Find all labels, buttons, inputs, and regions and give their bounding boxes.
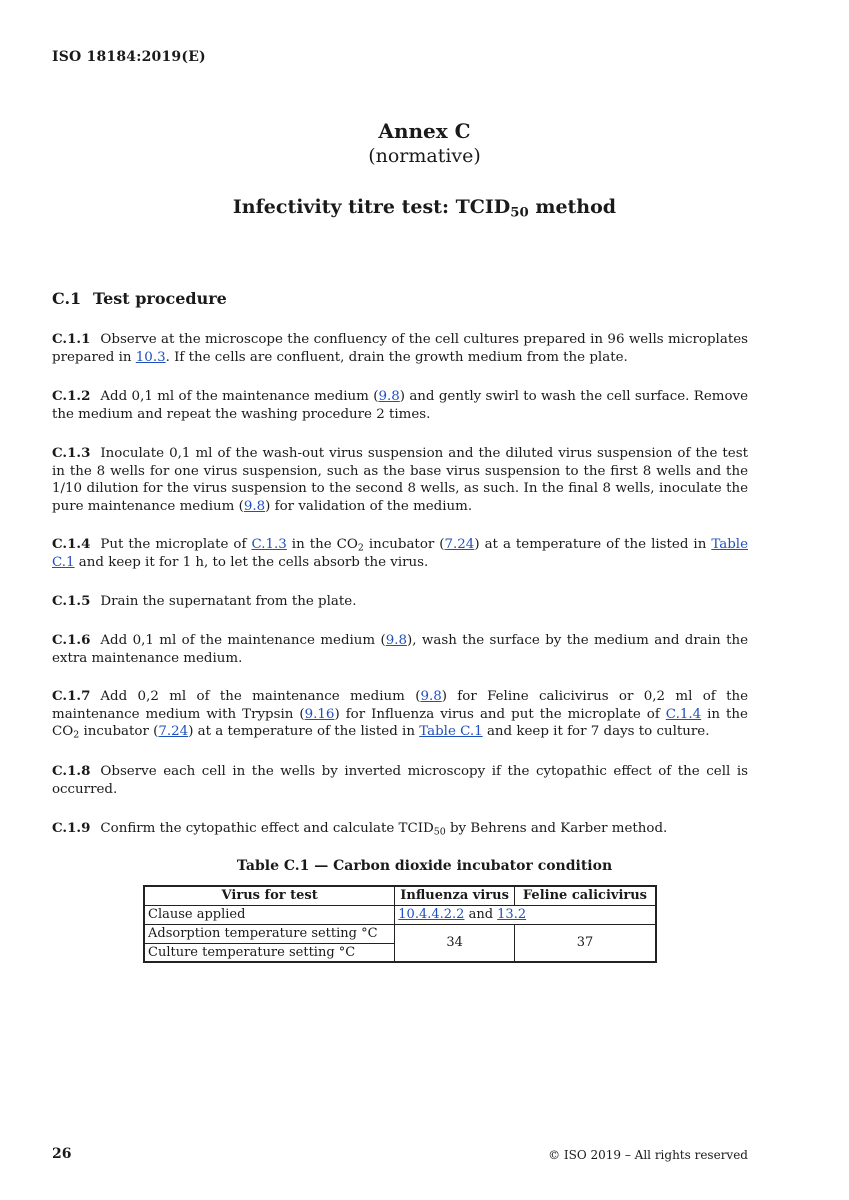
- feline-temperature-value: 37: [514, 924, 656, 962]
- paragraph-number: C.1.1: [52, 331, 91, 347]
- paragraph-c-1-4: [52, 536, 748, 571]
- paragraph-c-1-3: [52, 445, 748, 515]
- paragraph-c-1-1: [52, 331, 748, 366]
- clause-link[interactable]: 7.24: [158, 724, 189, 739]
- table-row: [144, 905, 656, 924]
- paragraph-text: by Behrens and Karber method.: [445, 821, 668, 836]
- standard-identifier: ISO 18184:2019(E): [52, 49, 206, 65]
- paragraph-text: incubator (: [79, 724, 159, 739]
- clause-link[interactable]: 9.8: [243, 498, 266, 514]
- main-title-text: Infectivity titre test: TCID: [232, 196, 511, 218]
- incubator-condition-table: [143, 885, 657, 963]
- paragraph-number: C.1.5: [52, 593, 91, 609]
- paragraph-text: Add 0,1 ml of the maintenance medium (: [100, 389, 379, 404]
- paragraph-text: ) for validation of the medium.: [265, 498, 473, 514]
- section-title: Test procedure: [93, 289, 227, 308]
- paragraph-text: and keep it for 7 days to culture.: [482, 724, 710, 739]
- subscript: 2: [73, 729, 80, 741]
- section-heading: [52, 289, 227, 308]
- header-feline-calicivirus: Feline calicivirus: [514, 886, 656, 905]
- paragraph-number: C.1.7: [52, 688, 91, 704]
- paragraph-text: Add 0,1 ml of the maintenance medium (: [100, 633, 386, 648]
- row-label-adsorption-temperature: Adsorption temperature setting °C: [144, 924, 395, 943]
- paragraph-text: ) and gently swirl to wash the cell surface. Remove the medium and repeat the washing procedure 2 times.: [52, 389, 749, 422]
- conjunction-text: and: [464, 907, 498, 922]
- table-link[interactable]: Table C.1: [52, 537, 748, 570]
- paragraph-number: C.1.4: [52, 536, 91, 552]
- clause-link[interactable]: C.1.4: [665, 706, 702, 722]
- paragraph-text: Put the microplate of: [100, 537, 252, 552]
- paragraph-text: incubator (: [363, 537, 445, 552]
- annex-title: Annex C: [378, 119, 471, 143]
- paragraph-c-1-6: [52, 632, 748, 667]
- paragraph-text: ) for Influenza virus and put the microplate of: [334, 706, 666, 722]
- clause-link[interactable]: 10.4.4.2.2: [398, 907, 465, 922]
- paragraph-text: Observe at the microscope the confluency of the cell cultures prepared in 96 wells microplates prepared in: [52, 332, 748, 365]
- paragraph-c-1-5: [52, 593, 748, 611]
- paragraph-text: ), wash the surface by the medium and drain the extra maintenance medium.: [52, 633, 748, 666]
- row-label-clause-applied: Clause applied: [144, 905, 395, 924]
- table-header-row: [144, 886, 656, 905]
- copyright-notice: © ISO 2019 – All rights reserved: [548, 1148, 748, 1162]
- paragraph-number: C.1.6: [52, 632, 91, 648]
- clause-link[interactable]: 9.8: [385, 633, 408, 648]
- paragraph-text: . If the cells are confluent, drain the growth medium from the plate.: [165, 349, 628, 365]
- influenza-temperature-value: 34: [395, 924, 515, 962]
- clause-link[interactable]: 7.24: [444, 537, 475, 552]
- paragraph-text: Inoculate 0,1 ml of the wash-out virus suspension and the diluted virus suspension of the test in the 8 wells for one virus suspension, such as the base virus suspension to the first 8 wells and the 1/10 dilution for the virus suspension to the second 8 wells, as such. In the final 8 wells, inoculate the pure maintenance medium (: [52, 446, 748, 514]
- annex-main-title: [0, 196, 849, 221]
- table-row: [144, 924, 656, 943]
- header-influenza-virus: Influenza virus: [395, 886, 515, 905]
- paragraph-number: C.1.3: [52, 445, 91, 461]
- paragraph-c-1-2: [52, 388, 748, 423]
- page-number: 26: [52, 1146, 72, 1162]
- paragraph-text: and keep it for 1 h, to let the cells absorb the virus.: [74, 554, 429, 570]
- paragraph-text: Add 0,2 ml of the maintenance medium (: [100, 689, 421, 704]
- subscript: 2: [357, 542, 364, 554]
- paragraph-text: in the CO: [52, 706, 748, 739]
- paragraph-text: ) at a temperature of the listed in: [188, 724, 420, 739]
- main-title-suffix: method: [528, 196, 617, 218]
- paragraph-number: C.1.8: [52, 763, 91, 779]
- table-link[interactable]: Table C.1: [419, 724, 483, 739]
- clause-link[interactable]: 9.16: [304, 706, 335, 722]
- paragraph-c-1-9: [52, 820, 748, 838]
- paragraph-text: ) for Feline calicivirus or 0,2 ml of the maintenance medium with Trypsin (: [52, 689, 749, 722]
- paragraph-text: ) at a temperature of the listed in: [474, 537, 712, 552]
- table-caption: Table C.1 — Carbon dioxide incubator condition: [236, 858, 613, 874]
- paragraph-text: Confirm the cytopathic effect and calculate TCID: [100, 821, 434, 836]
- clause-link[interactable]: 9.8: [378, 389, 400, 404]
- clause-link[interactable]: 10.3: [135, 349, 166, 365]
- paragraph-text: Drain the supernatant from the plate.: [100, 594, 357, 609]
- main-title-subscript: 50: [510, 205, 529, 221]
- paragraph-c-1-7: [52, 688, 748, 741]
- row-label-culture-temperature: Culture temperature setting °C: [144, 943, 395, 962]
- paragraph-number: C.1.9: [52, 820, 91, 836]
- clause-link[interactable]: C.1.3: [251, 537, 287, 552]
- clause-link[interactable]: 13.2: [497, 907, 527, 922]
- clause-link[interactable]: 9.8: [420, 689, 442, 704]
- paragraph-text: Observe each cell in the wells by inverted microscopy if the cytopathic effect of the cell is occurred.: [52, 764, 748, 797]
- annex-subtitle: (normative): [368, 145, 481, 167]
- clause-applied-value: [395, 905, 656, 924]
- section-number: C.1: [52, 289, 82, 308]
- paragraph-c-1-8: [52, 763, 748, 798]
- header-virus-for-test: Virus for test: [144, 886, 395, 905]
- paragraph-text: in the CO: [286, 537, 358, 552]
- subscript: 50: [433, 826, 446, 838]
- paragraph-number: C.1.2: [52, 388, 91, 404]
